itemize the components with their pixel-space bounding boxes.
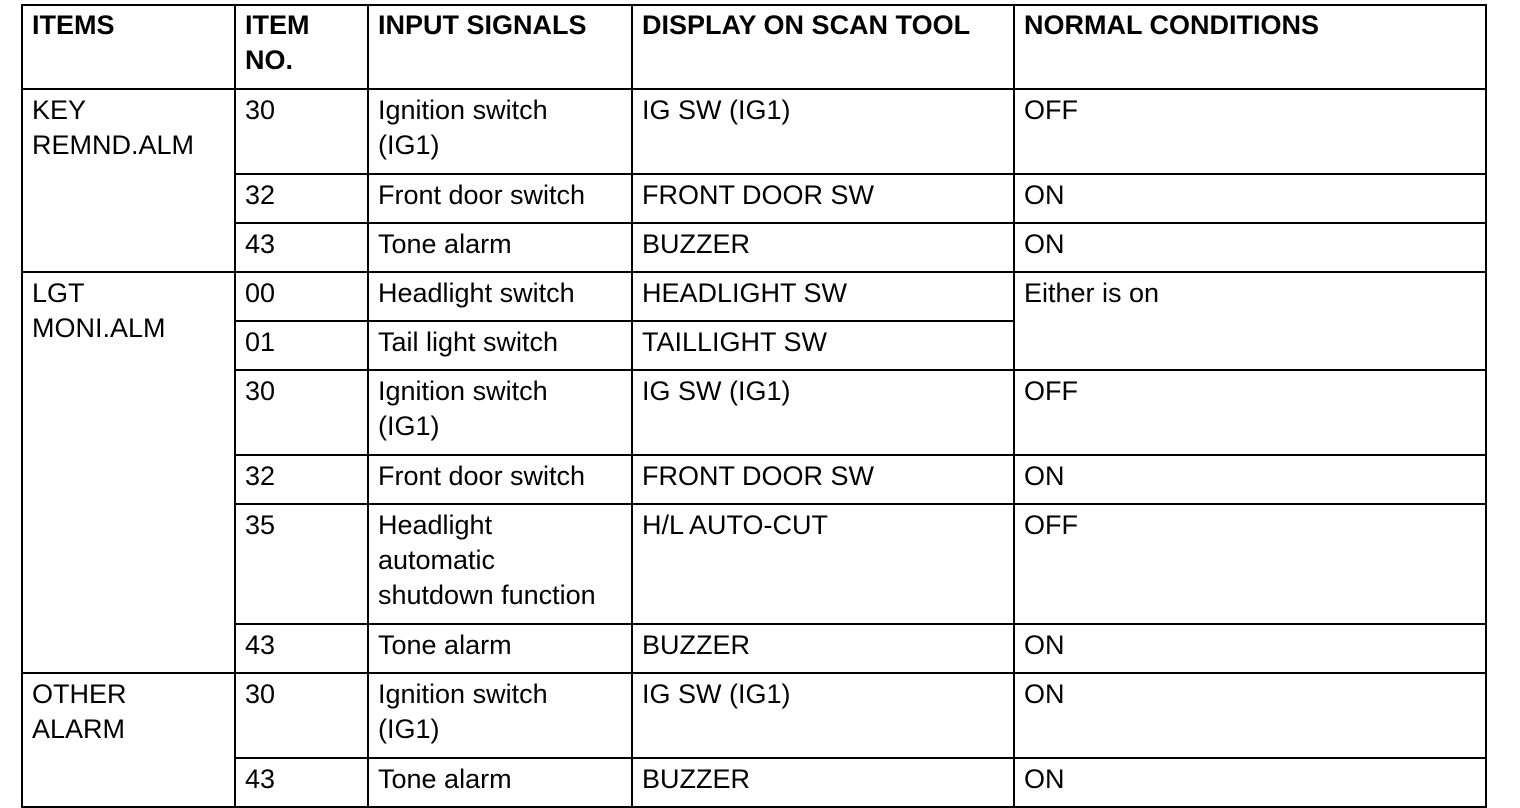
item-no-cell: 43 xyxy=(235,624,368,673)
input-signal-cell: Front door switch xyxy=(368,455,632,504)
item-no-cell: 00 xyxy=(235,272,368,321)
input-signal-cell: Ignition switch (IG1) xyxy=(368,673,632,758)
table-row xyxy=(22,89,1486,174)
item-no-cell: 30 xyxy=(235,370,368,455)
input-signal-cell: Headlight automatic shutdown function xyxy=(368,504,632,624)
display-cell: FRONT DOOR SW xyxy=(632,174,1014,223)
item-no-cell: 35 xyxy=(235,504,368,624)
table-row xyxy=(22,624,1486,673)
table-row xyxy=(22,673,1486,758)
item-no-cell: 32 xyxy=(235,455,368,504)
table-row xyxy=(22,272,1486,321)
display-cell: IG SW (IG1) xyxy=(632,673,1014,758)
signal-check-table xyxy=(21,4,1487,808)
item-group-lgt-moni-alm: LGT MONI.ALM xyxy=(22,272,235,673)
header-input-signals: INPUT SIGNALS xyxy=(368,5,632,89)
header-items: ITEMS xyxy=(22,5,235,89)
item-no-cell: 01 xyxy=(235,321,368,370)
table-row xyxy=(22,455,1486,504)
input-signal-cell: Headlight switch xyxy=(368,272,632,321)
item-no-cell: 30 xyxy=(235,673,368,758)
normal-condition-cell: ON xyxy=(1014,455,1486,504)
header-normal-conditions: NORMAL CONDITIONS xyxy=(1014,5,1486,89)
display-cell: HEADLIGHT SW xyxy=(632,272,1014,321)
header-display-on-scan-tool: DISPLAY ON SCAN TOOL xyxy=(632,5,1014,89)
table-row xyxy=(22,223,1486,272)
normal-condition-cell: ON xyxy=(1014,174,1486,223)
normal-condition-cell: ON xyxy=(1014,223,1486,272)
input-signal-cell: Front door switch xyxy=(368,174,632,223)
table-row xyxy=(22,174,1486,223)
display-cell: IG SW (IG1) xyxy=(632,89,1014,174)
display-cell: BUZZER xyxy=(632,624,1014,673)
display-cell: BUZZER xyxy=(632,223,1014,272)
display-cell: H/L AUTO-CUT xyxy=(632,504,1014,624)
input-signal-cell: Tone alarm xyxy=(368,758,632,807)
display-cell: TAILLIGHT SW xyxy=(632,321,1014,370)
input-signal-cell: Ignition switch (IG1) xyxy=(368,370,632,455)
normal-condition-cell: OFF xyxy=(1014,89,1486,174)
normal-condition-cell: OFF xyxy=(1014,370,1486,455)
display-cell: IG SW (IG1) xyxy=(632,370,1014,455)
table-row xyxy=(22,504,1486,624)
item-group-key-remnd-alm: KEY REMND.ALM xyxy=(22,89,235,272)
input-signal-cell: Ignition switch (IG1) xyxy=(368,89,632,174)
display-cell: FRONT DOOR SW xyxy=(632,455,1014,504)
normal-condition-cell: ON xyxy=(1014,758,1486,807)
normal-condition-cell: ON xyxy=(1014,624,1486,673)
header-row xyxy=(22,5,1486,89)
header-item-no: ITEM NO. xyxy=(235,5,368,89)
item-no-cell: 30 xyxy=(235,89,368,174)
normal-condition-cell: ON xyxy=(1014,673,1486,758)
input-signal-cell: Tone alarm xyxy=(368,223,632,272)
input-signal-cell: Tone alarm xyxy=(368,624,632,673)
item-no-cell: 43 xyxy=(235,758,368,807)
item-no-cell: 32 xyxy=(235,174,368,223)
display-cell: BUZZER xyxy=(632,758,1014,807)
input-signal-cell: Tail light switch xyxy=(368,321,632,370)
item-group-other-alarm: OTHER ALARM xyxy=(22,673,235,807)
normal-condition-cell: OFF xyxy=(1014,504,1486,624)
item-no-cell: 43 xyxy=(235,223,368,272)
table-row xyxy=(22,758,1486,807)
table-row xyxy=(22,370,1486,455)
normal-condition-cell: Either is on xyxy=(1014,272,1486,370)
